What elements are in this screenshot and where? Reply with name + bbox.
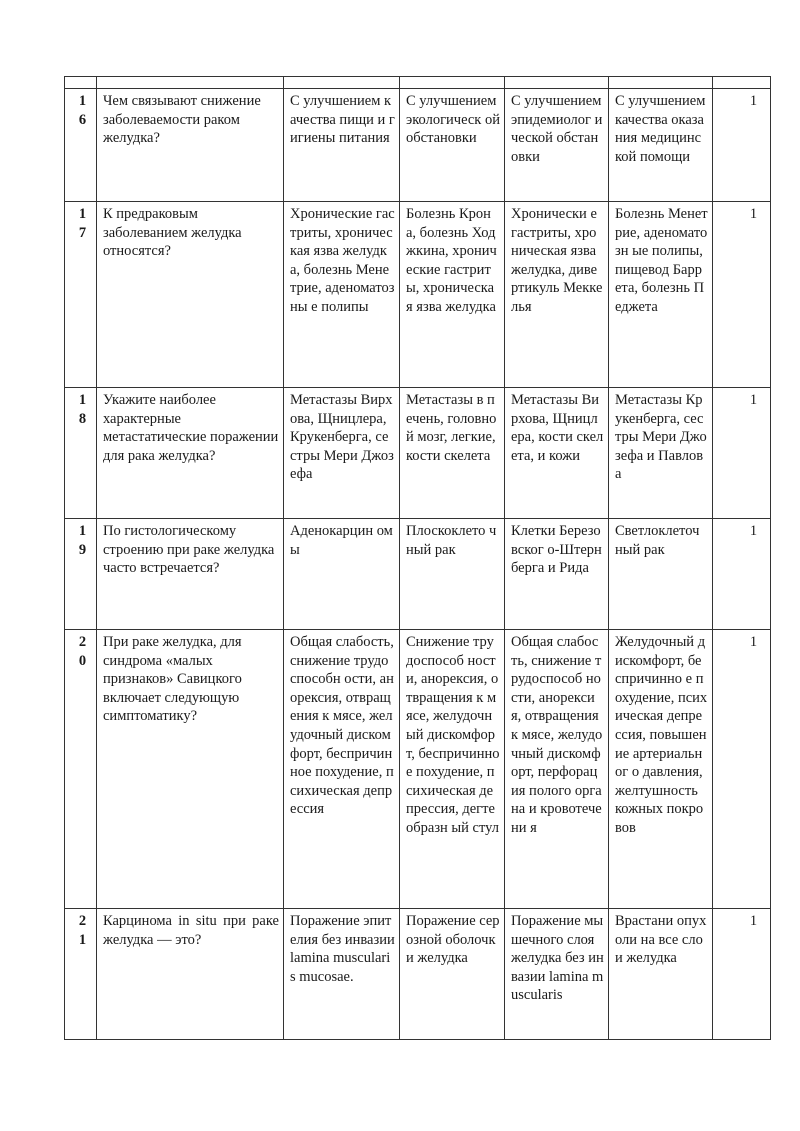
question-number: 1 8 (65, 388, 97, 519)
table-row (65, 388, 771, 519)
question-number: 2 0 (65, 630, 97, 909)
question-points: 1 (713, 89, 771, 202)
answer-option-a: Поражение эпителия без инвазии lamina muscularis mucosae. (284, 909, 400, 1040)
answer-option-c: Хронически е гастриты, хроническая язва желудка, дивертикуль Меккелья (505, 202, 609, 388)
answer-option-c: Метастазы Вирхова, Щницлера, кости скелета, и кожи (505, 388, 609, 519)
question-text: Укажите наиболее характерные метастатические поражении для рака желудка? (97, 388, 284, 519)
question-text: Карцинома in situ при раке желудка — это? (97, 909, 284, 1040)
table-row (65, 519, 771, 630)
answer-option-d: С улучшением качества оказания медицинской помощи (609, 89, 713, 202)
answer-option-b: Плоскоклето чный рак (400, 519, 505, 630)
table-row (65, 202, 771, 388)
header-cell (713, 77, 771, 89)
answer-option-b: Поражение серозной оболочки желудка (400, 909, 505, 1040)
answer-option-a: С улучшением качества пищи и гигиены питания (284, 89, 400, 202)
answer-option-d: Болезнь Менетрие, аденоматозн ые полипы, пищевод Баррета, болезнь Педжета (609, 202, 713, 388)
question-text: К предраковым заболеванием желудка относятся? (97, 202, 284, 388)
table-row (65, 89, 771, 202)
question-number: 1 6 (65, 89, 97, 202)
table-header-row (65, 77, 771, 89)
header-cell (65, 77, 97, 89)
question-points: 1 (713, 909, 771, 1040)
answer-option-d: Светлоклеточ ный рак (609, 519, 713, 630)
table-row (65, 909, 771, 1040)
question-text: При раке желудка, для синдрома «малых признаков» Савицкого включает следующую симптоматику? (97, 630, 284, 909)
answer-option-a: Общая слабость, снижение трудоспособн ости, анорексия, отвращения к мясе, желудочный дискомфорт, беспричинное похудение, психическая депрессия (284, 630, 400, 909)
header-cell (505, 77, 609, 89)
answer-option-d: Врастани опухоли на все слои желудка (609, 909, 713, 1040)
question-points: 1 (713, 202, 771, 388)
question-number: 1 7 (65, 202, 97, 388)
question-points: 1 (713, 388, 771, 519)
answer-option-b: С улучшением экологическ ой обстановки (400, 89, 505, 202)
table-row (65, 630, 771, 909)
answer-option-c: Общая слабость, снижение трудоспособ ности, анорексия, отвращения к мясе, желудочный дискомфорт, перфорация полого органа и кровотечени я (505, 630, 609, 909)
answer-option-c: Поражение мышечного слоя желудка без инвазии lamina muscularis (505, 909, 609, 1040)
question-text: Чем связывают снижение заболеваемости раком желудка? (97, 89, 284, 202)
header-cell (609, 77, 713, 89)
answer-option-d: Желудочный дискомфорт, беспричинно е похудение, психическая депрессия, повышение артериальног о давления, желтушность кожных покровов (609, 630, 713, 909)
question-text: По гистологическому строению при раке желудка часто встречается? (97, 519, 284, 630)
answer-option-a: Метастазы Вирхова, Щницлера, Крукенберга, сестры Мери Джозефа (284, 388, 400, 519)
answer-option-a: Хронические гастриты, хроническая язва желудка, болезнь Менетрие, аденоматозны е полипы (284, 202, 400, 388)
question-number: 2 1 (65, 909, 97, 1040)
answer-option-c: Клетки Березовског о-Штернберга и Рида (505, 519, 609, 630)
header-cell (97, 77, 284, 89)
answer-option-b: Снижение трудоспособ ности, анорексия, отвращения к мясе, желудочный дискомфорт, беспричинно е похудение, психическая депрессия, дегтеобразн ый стул (400, 630, 505, 909)
header-cell (400, 77, 505, 89)
answer-option-c: С улучшением эпидемиолог ической обстановки (505, 89, 609, 202)
question-points: 1 (713, 519, 771, 630)
answer-option-a: Аденокарцин омы (284, 519, 400, 630)
question-number: 1 9 (65, 519, 97, 630)
answer-option-b: Болезнь Крона, болезнь Ходжкина, хронические гастриты, хроническая язва желудка (400, 202, 505, 388)
question-table (64, 76, 771, 1040)
question-points: 1 (713, 630, 771, 909)
answer-option-d: Метастазы Крукенберга, сестры Мери Джозефа и Павлова (609, 388, 713, 519)
header-cell (284, 77, 400, 89)
answer-option-b: Метастазы в печень, головной мозг, легкие, кости скелета (400, 388, 505, 519)
